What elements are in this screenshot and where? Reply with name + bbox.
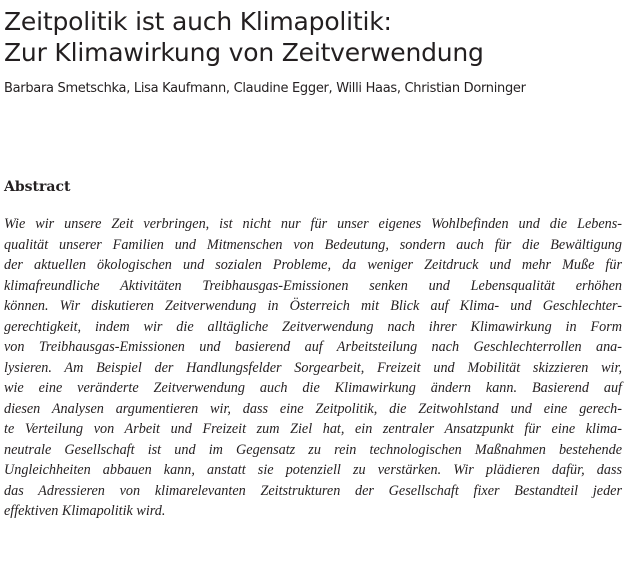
abstract-line: gerechtigkeit, indem wir die alltägliche Zeitverwendung nach ihrer Klimawirkung in Form (4, 318, 622, 335)
abstract-body (4, 214, 622, 522)
abstract-line: von Treibhausgas-Emissionen und basierend auf Arbeitsteilung nach Geschlechterrollen ana- (4, 339, 622, 355)
abstract-line: lysieren. Am Beispiel der Handlungsfelder Sorgearbeit, Freizeit und Mobilität skizzieren wir, (4, 359, 622, 376)
abstract-line: te Verteilung von Arbeit und Freizeit zum Ziel hat, ein zentraler Ansatzpunkt für eine klima- (4, 421, 622, 437)
abstract-line: diesen Analysen argumentieren wir, dass eine Zeitpolitik, die Zeitwohlstand und eine gerech- (4, 400, 622, 417)
author-list: Barbara Smetschka, Lisa Kaufmann, Claudine Egger, Willi Haas, Christian Dorninger (4, 81, 526, 96)
abstract-line: klimafreundliche Aktivitäten Treibhausgas-Emissionen senken und Lebensqualität erhöhen (4, 277, 622, 294)
abstract-line: Wie wir unsere Zeit verbringen, ist nicht nur für unser eigenes Wohlbefinden und die Lebens- (4, 216, 622, 232)
abstract-line: Ungleichheiten abbauen kann, anstatt sie potenziell zu verstärken. Wir plädieren dafür, dass (4, 462, 622, 478)
paper-title (4, 6, 622, 68)
abstract-heading: Abstract (4, 179, 71, 195)
abstract-line: der aktuellen ökologischen und sozialen Probleme, da weniger Zeitdruck und mehr Muße für (4, 257, 622, 273)
paper-title-line-2: Zur Klimawirkung von Zeitverwendung (4, 38, 484, 67)
paper-title-line-1: Zeitpolitik ist auch Klimapolitik: (4, 7, 392, 36)
paper-header (4, 6, 622, 98)
abstract-line: wie eine veränderte Zeitverwendung auch die Klimawirkung ändern kann. Basierend auf (4, 380, 622, 396)
abstract-line: neutrale Gesellschaft ist und im Gegensatz zu rein technologischen Maßnahmen bestehende (4, 441, 622, 458)
abstract-line: das Adressieren von klimarelevanten Zeitstrukturen der Gesellschaft fixer Bestandteil jeder (4, 482, 622, 499)
abstract-line: qualität unserer Familien und Mitmenschen von Bedeutung, sondern auch für die Bewältigung (4, 236, 622, 253)
abstract-line: können. Wir diskutieren Zeitverwendung in Österreich mit Blick auf Klima- und Geschlechter- (4, 298, 622, 314)
abstract-line: effektiven Klimapolitik wird. (4, 503, 166, 519)
